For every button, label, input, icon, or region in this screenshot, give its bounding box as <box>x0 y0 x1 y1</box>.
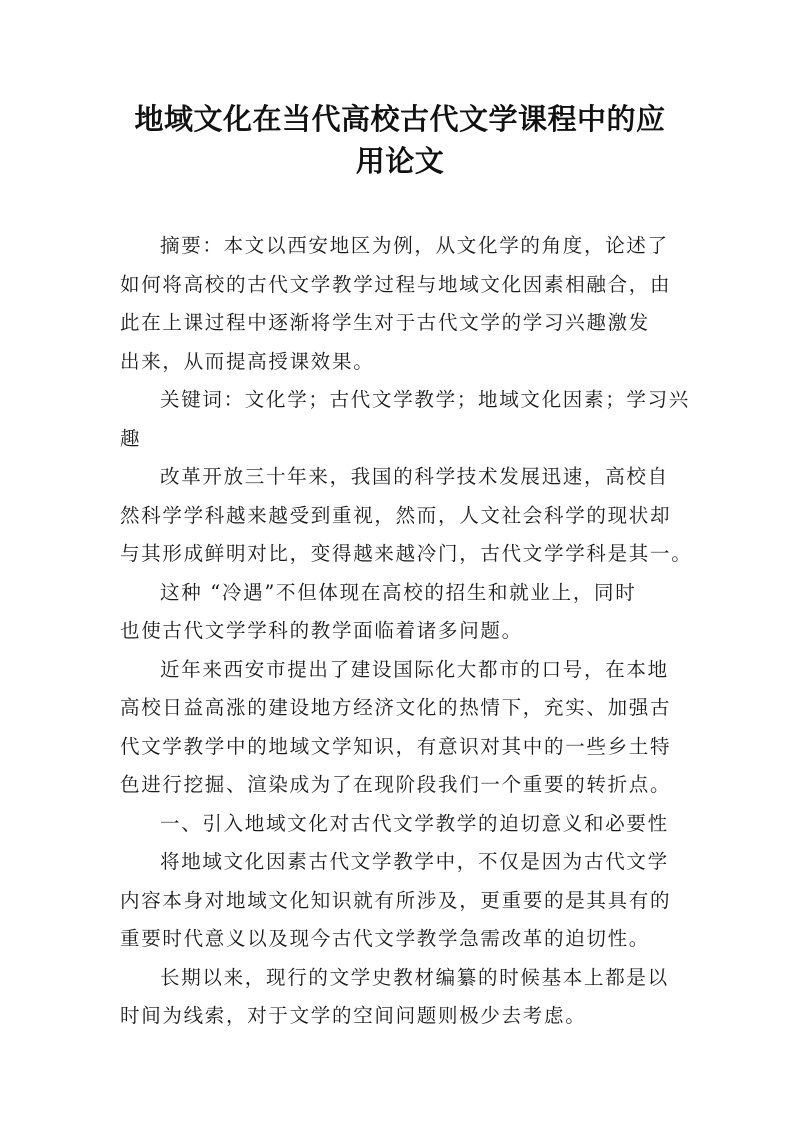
text-line: 重要时代意义以及现今古代文学教学急需改革的迫切性。 <box>120 927 651 950</box>
body-paragraph <box>120 843 680 959</box>
text-line: 将地域文化因素古代文学教学中，不仅是因为古代文学 <box>160 850 669 873</box>
text-line: 关键词：文化学；古代文学教学；地域文化因素；学习兴 <box>160 388 691 411</box>
document-body <box>120 227 693 1036</box>
text-line: 这种 “冷遇”不但体现在高校的招生和就业上，同时 <box>160 580 637 604</box>
text-line: 时间为线索，对于文学的空间问题则极少去考虑。 <box>120 1004 587 1027</box>
body-paragraph <box>120 574 680 651</box>
text-line: 代文学教学中的地域文学知识，有意识对其中的一些乡土特 <box>120 734 672 758</box>
body-paragraph <box>120 458 693 574</box>
title-line-2: 用论文 <box>355 144 445 178</box>
text-line: 摘要：本文以西安地区为例，从文化学的角度，论述了 <box>160 234 669 257</box>
text-line: 一、引入地域文化对古代文学教学的迫切意义和必要性 <box>160 811 669 835</box>
body-paragraph <box>120 959 680 1036</box>
text-line: 色进行挖掘、渲染成为了在现阶段我们一个重要的转折点。 <box>120 773 672 796</box>
text-line: 近年来西安市提出了建设国际化大都市的口号，在本地 <box>160 657 669 681</box>
title-line-1: 地域文化在当代高校古代文学课程中的应 <box>134 102 666 136</box>
text-line: 也使古代文学学科的教学面临着诸多问题。 <box>120 619 523 642</box>
text-line: 内容本身对地域文化知识就有所涉及，更重要的是其具有的 <box>120 888 672 912</box>
section-heading <box>120 805 680 844</box>
text-line: 高校日益高涨的建设地方经济文化的热情下，充实、加强古 <box>120 696 672 719</box>
document-title <box>100 98 700 182</box>
text-line: 趣 <box>120 426 142 450</box>
text-line: 与其形成鲜明对比，变得越来越冷门，古代文学学科是其一。 <box>120 542 693 565</box>
abstract-paragraph <box>120 227 680 381</box>
text-line: 此在上课过程中逐渐将学生对于古代文学的学习兴趣激发 <box>120 311 651 334</box>
text-line: 改革开放三十年来，我国的科学技术发展迅速，高校自 <box>160 465 669 488</box>
text-line: 长期以来，现行的文学史教材编纂的时候基本上都是以 <box>160 965 669 989</box>
text-line: 如何将高校的古代文学教学过程与地域文化因素相融合，由 <box>120 272 672 296</box>
text-line: 出来，从而提高授课效果。 <box>120 349 375 373</box>
text-line: 然科学学科越来越受到重视，然而，人文社会科学的现状却 <box>120 503 672 527</box>
body-paragraph <box>120 651 680 805</box>
keywords-paragraph <box>120 381 691 458</box>
